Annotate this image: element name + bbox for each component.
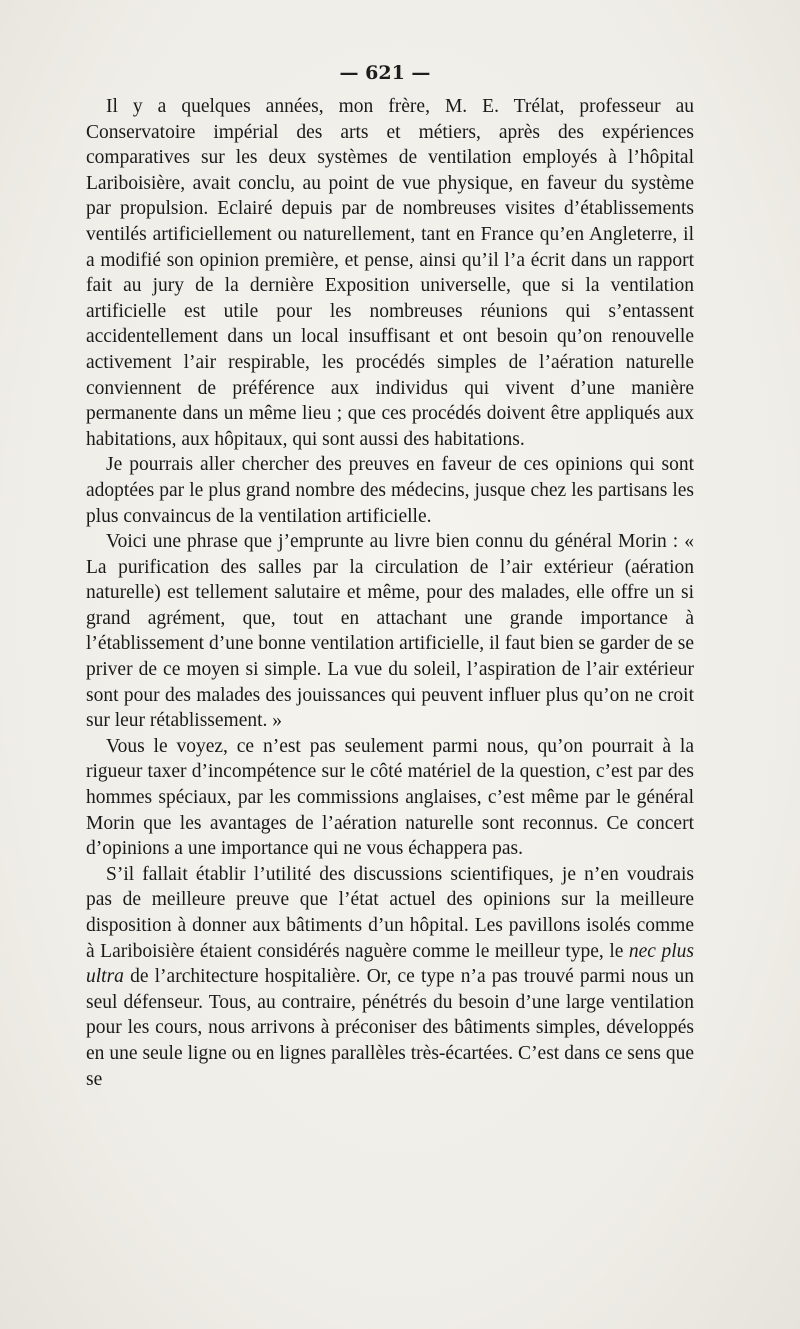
paragraph-3: Voici une phrase que j’emprunte au livre bien connu du général Morin : « La purification des salles par la circulation de l’air extérieur (aération naturelle) est tellement salutaire et même, pour des malades, elle offre un si grand agrément, que, tout en attachant une grande importance à l’établissement d’une bonne ventilation artificielle, il faut bien se garder de se priver de ce moyen si simple. La vue du soleil, l’aspiration de l’air extérieur sont pour des malades des jouissances qui peuvent influer plus qu’on ne croit sur leur rétablissement. » bbox=[86, 531, 694, 732]
latin-phrase: nec plus ultra bbox=[86, 940, 694, 988]
body-text bbox=[86, 94, 694, 1092]
paragraph-2: Je pourrais aller chercher des preuves en faveur de ces opinions qui sont adoptées par le plus grand nombre des médecins, jusque chez les partisans les plus convaincus de la ventilation artificielle. bbox=[86, 454, 694, 527]
paragraph-5-end: de l’architecture hospitalière. Or, ce type n’a pas trouvé parmi nous un seul défenseur. Tous, au contraire, pénétrés du besoin d’une large ventilation pour les cours, nous arrivons à préconiser des bâtiments simples, développés en une seule ligne ou en lignes parallèles très-écartées. C’est dans ce sens que se bbox=[86, 966, 694, 1090]
page-number: — 621 — bbox=[339, 62, 431, 84]
paragraph-4: Vous le voyez, ce n’est pas seulement parmi nous, qu’on pourrait à la rigueur taxer d’incompétence sur le côté matériel de la question, c’est par des hommes spéciaux, par les commissions anglaises, c’est même par le général Morin que les avantages de l’aération naturelle sont reconnus. Ce concert d’opinions a une importance qui ne vous échappera pas. bbox=[86, 735, 694, 860]
paragraph-5 bbox=[86, 862, 694, 1092]
paragraph-1: Il y a quelques années, mon frère, M. E. Trélat, professeur au Conservatoire impérial des arts et métiers, après des expériences comparatives sur les deux systèmes de ventilation employés à l’hôpital Lariboisière, avait conclu, au point de vue physique, en faveur du système par propulsion. Eclairé depuis par de nombreuses visites d’établissements ventilés artificiellement ou naturellement, tant en France qu’en Angleterre, il a modifié son opinion première, et pense, ainsi qu’il l’a écrit dans un rapport fait au jury de la dernière Exposition universelle, que si la ventilation artificielle est utile pour les nombreuses réunions qui s’entassent accidentellement dans un local insuffisant et ont besoin qu’on renouvelle activement l’air respirable, les procédés simples de l’aération naturelle conviennent de préférence aux individus qui vivent d’une manière permanente dans un même lieu ; que ces procédés doivent être appliqués aux habitations, aux hôpitaux, qui sont aussi des habitations. bbox=[86, 96, 694, 450]
paragraph-5-start: S’il fallait établir l’utilité des discussions scientifiques, je n’en voudrais pas de meilleure preuve que l’état actuel des opinions sur la meilleure disposition à donner aux bâtiments d’un hôpital. Les pavillons isolés comme à Lariboisière étaient considérés naguère comme le meilleur type, le bbox=[86, 863, 694, 962]
